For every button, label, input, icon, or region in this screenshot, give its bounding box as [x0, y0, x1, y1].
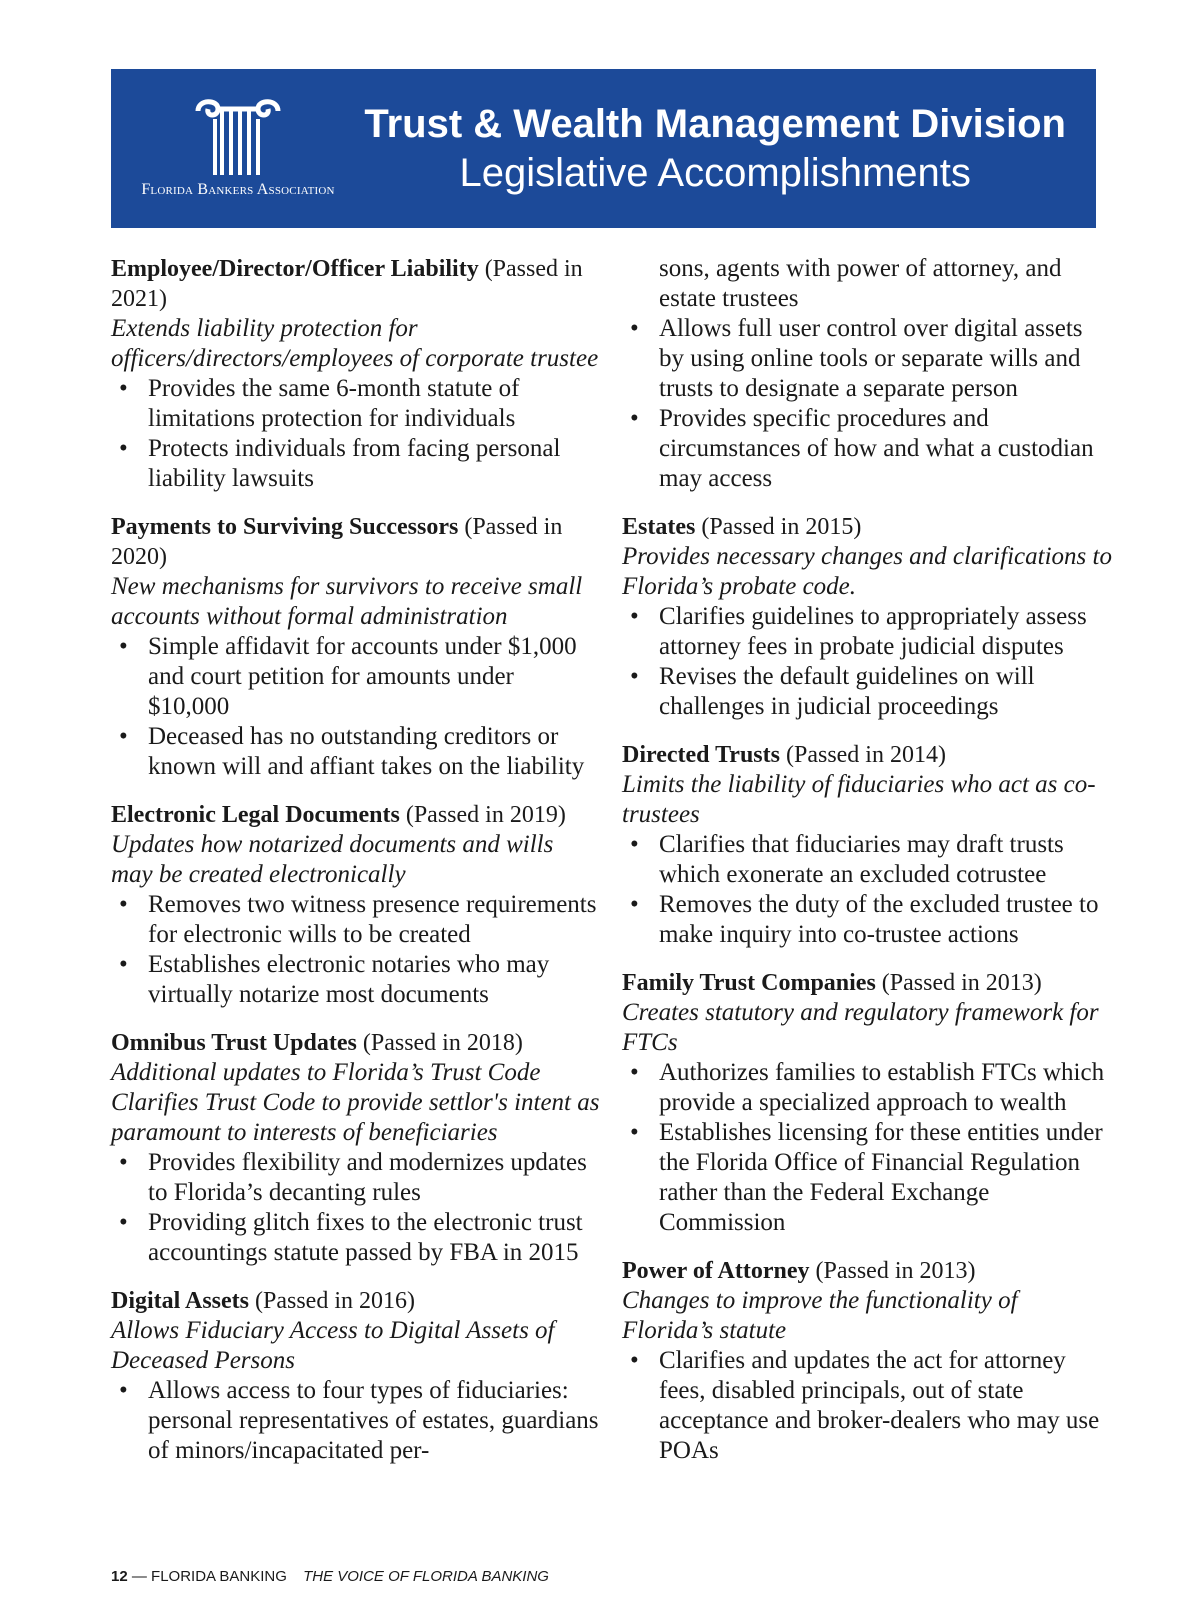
section-description: Additional updates to Florida’s Trust Code Clarifies Trust Code to provide settlor's intent as paramount to interests of beneficiaries [111, 1059, 600, 1146]
right-column [622, 254, 1112, 1484]
section-heading: Estates (Passed in 2015) [622, 514, 862, 540]
page-number: 12 [111, 1568, 128, 1585]
list-item: • Establishes electronic notaries who may virtually notarize most documents [111, 950, 601, 1010]
section-power-of-attorney [622, 1256, 1112, 1466]
list-item: • Clarifies guidelines to appropriately assess attorney fees in probate judicial disputes [622, 602, 1112, 662]
section-electronic-documents [111, 800, 601, 1010]
bullet-list [111, 890, 601, 1010]
logo-text: Florida Bankers Association [141, 181, 335, 198]
division-title: Trust & Wealth Management Division [364, 102, 1066, 146]
list-item: • Provides specific procedures and circumstances of how and what a custodian may access [622, 404, 1112, 494]
list-item: • Providing glitch fixes to the electronic trust accountings statute passed by FBA in 2015 [111, 1208, 601, 1268]
section-omnibus-trust [111, 1028, 601, 1268]
list-item: • Deceased has no outstanding creditors or known will and affiant takes on the liability [111, 722, 601, 782]
list-item: • Authorizes families to establish FTCs which provide a specialized approach to wealth [622, 1058, 1112, 1118]
list-item: • Provides the same 6-month statute of limitations protection for individuals [111, 374, 601, 434]
continued-text: sons, agents with power of attorney, and estate trustees [659, 255, 1062, 312]
section-digital-assets-continued [622, 254, 1112, 494]
section-surviving-successors [111, 512, 601, 782]
list-item: • Establishes licensing for these entities under the Florida Office of Financial Regulation rather than the Federal Exchange Commission [622, 1118, 1112, 1238]
bullet-list [622, 1346, 1112, 1466]
bullet-list [111, 632, 601, 782]
left-column [111, 254, 601, 1484]
section-description: Allows Fiduciary Access to Digital Assets of Deceased Persons [111, 1317, 555, 1374]
bullet-list [622, 314, 1112, 494]
bullet-list [622, 830, 1112, 950]
publication-tagline: THE VOICE OF FLORIDA BANKING [303, 1568, 549, 1585]
section-heading: Power of Attorney (Passed in 2013) [622, 1258, 976, 1284]
banner-title [364, 99, 1066, 197]
section-estates [622, 512, 1112, 722]
list-item: • Removes the duty of the excluded trustee to make inquiry into co-trustee actions [622, 890, 1112, 950]
section-heading: Digital Assets (Passed in 2016) [111, 1288, 415, 1314]
list-item: • Allows access to four types of fiduciaries: personal representatives of estates, guardians of minors/incapacitated per- [111, 1376, 601, 1466]
section-description: Extends liability protection for officers/directors/employees of corporate trustee [111, 315, 599, 372]
header-banner [111, 69, 1096, 228]
section-digital-assets [111, 1286, 601, 1466]
list-item: • Allows full user control over digital assets by using online tools or separate wills and trusts to designate a separate person [622, 314, 1112, 404]
publication-name: — FLORIDA BANKING [131, 1568, 287, 1585]
bullet-list [111, 1148, 601, 1268]
list-item: • Simple affidavit for accounts under $1,000 and court petition for amounts under $10,000 [111, 632, 601, 722]
section-heading: Employee/Director/Officer Liability (Passed in 2021) [111, 256, 583, 312]
section-heading: Directed Trusts (Passed in 2014) [622, 742, 946, 768]
section-heading: Family Trust Companies (Passed in 2013) [622, 970, 1042, 996]
page-footer [111, 1568, 549, 1585]
section-description: Provides necessary changes and clarifications to Florida’s probate code. [622, 543, 1112, 600]
columns-logo-icon [188, 95, 288, 177]
section-description: Updates how notarized documents and wills may be created electronically [111, 831, 554, 888]
bullet-list [622, 602, 1112, 722]
bullet-list [622, 1058, 1112, 1238]
section-family-trust-companies [622, 968, 1112, 1238]
list-item: • Removes two witness presence requirements for electronic wills to be created [111, 890, 601, 950]
list-item: • Provides flexibility and modernizes updates to Florida’s decanting rules [111, 1148, 601, 1208]
division-subtitle: Legislative Accomplishments [459, 151, 971, 195]
section-heading: Payments to Surviving Successors (Passed in 2020) [111, 514, 563, 570]
bullet-list [111, 374, 601, 494]
list-item: • Protects individuals from facing personal liability lawsuits [111, 434, 601, 494]
section-description: Changes to improve the functionality of Florida’s statute [622, 1287, 1018, 1344]
section-heading: Electronic Legal Documents (Passed in 2019) [111, 802, 566, 828]
list-item: • Clarifies and updates the act for attorney fees, disabled principals, out of state acceptance and broker-dealers who may use POAs [622, 1346, 1112, 1466]
list-item: • Clarifies that fiduciaries may draft trusts which exonerate an excluded cotrustee [622, 830, 1112, 890]
section-directed-trusts [622, 740, 1112, 950]
section-employee-liability [111, 254, 601, 494]
fba-logo [123, 95, 343, 215]
section-description: Limits the liability of fiduciaries who act as co-trustees [622, 771, 1096, 828]
bullet-list [111, 1376, 601, 1466]
section-description: New mechanisms for survivors to receive small accounts without formal administration [111, 573, 583, 630]
section-heading: Omnibus Trust Updates (Passed in 2018) [111, 1030, 523, 1056]
list-item: • Revises the default guidelines on will challenges in judicial proceedings [622, 662, 1112, 722]
section-description: Creates statutory and regulatory framework for FTCs [622, 999, 1099, 1056]
